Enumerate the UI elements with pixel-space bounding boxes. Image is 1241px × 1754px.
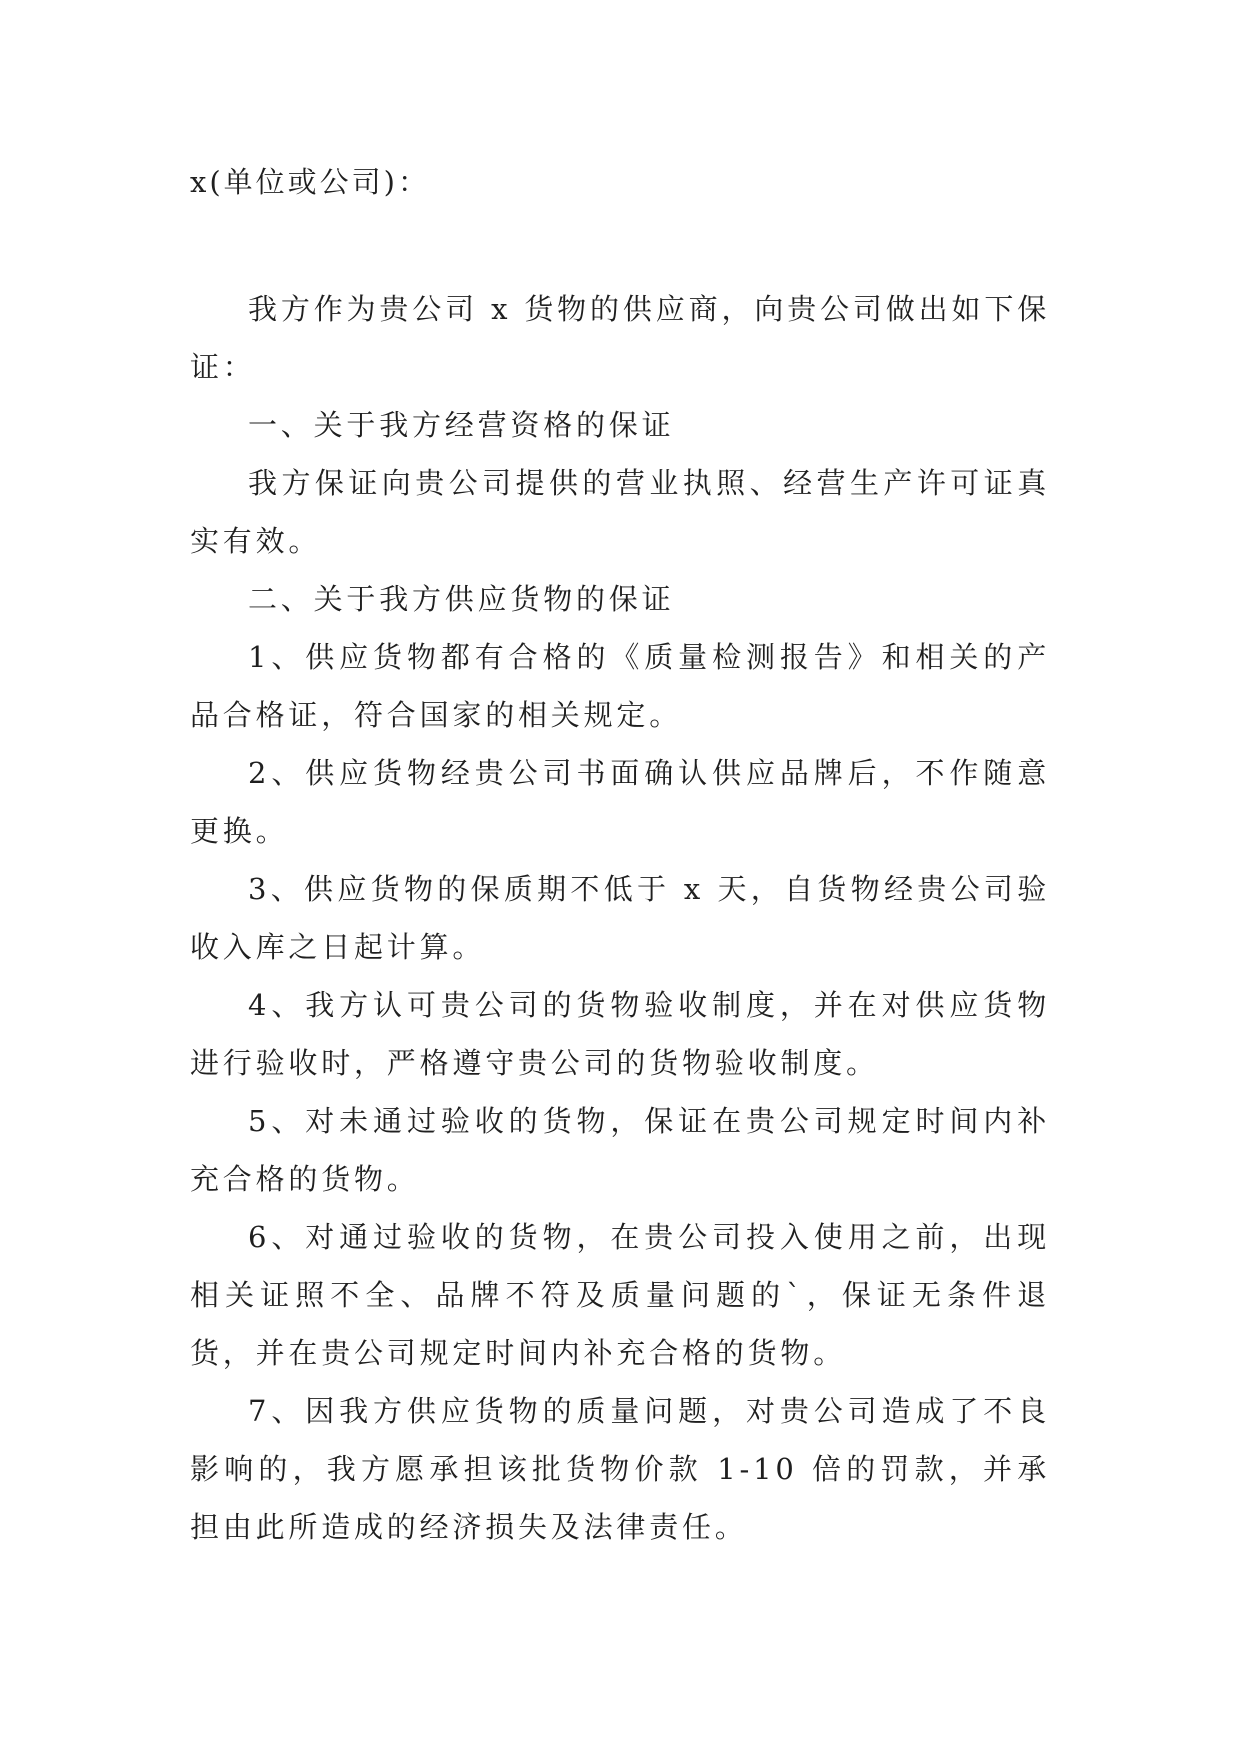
document-body (190, 280, 1050, 1556)
clause-5: 5、对未通过验收的货物，保证在贵公司规定时间内补充合格的货物。 (190, 1104, 1050, 1196)
salutation: x(单位或公司)： (190, 165, 430, 199)
clause-3: 3、供应货物的保质期不低于 x 天，自货物经贵公司验收入库之日起计算。 (190, 872, 1050, 964)
clause-1: 1、供应货物都有合格的《质量检测报告》和相关的产品合格证，符合国家的相关规定。 (190, 640, 1050, 732)
section-heading-goods: 二、关于我方供应货物的保证 (248, 582, 675, 616)
clause-2: 2、供应货物经贵公司书面确认供应品牌后，不作随意更换。 (190, 756, 1050, 848)
section-heading-qualification: 一、关于我方经营资格的保证 (248, 408, 675, 442)
clause-7: 7、因我方供应货物的质量问题，对贵公司造成了不良影响的，我方愿承担该批货物价款 1-10 倍的罚款，并承担由此所造成的经济损失及法律责任。 (190, 1394, 1050, 1544)
paragraph-qualification: 我方保证向贵公司提供的营业执照、经营生产许可证真实有效。 (190, 466, 1050, 558)
clause-6: 6、对通过验收的货物，在贵公司投入使用之前，出现相关证照不全、品牌不符及质量问题的`，保证无条件退货，并在贵公司规定时间内补充合格的货物。 (190, 1220, 1050, 1370)
paragraph-intro: 我方作为贵公司 x 货物的供应商，向贵公司做出如下保证： (190, 292, 1050, 384)
clause-4: 4、我方认可贵公司的货物验收制度，并在对供应货物进行验收时，严格遵守贵公司的货物验收制度。 (190, 988, 1050, 1080)
